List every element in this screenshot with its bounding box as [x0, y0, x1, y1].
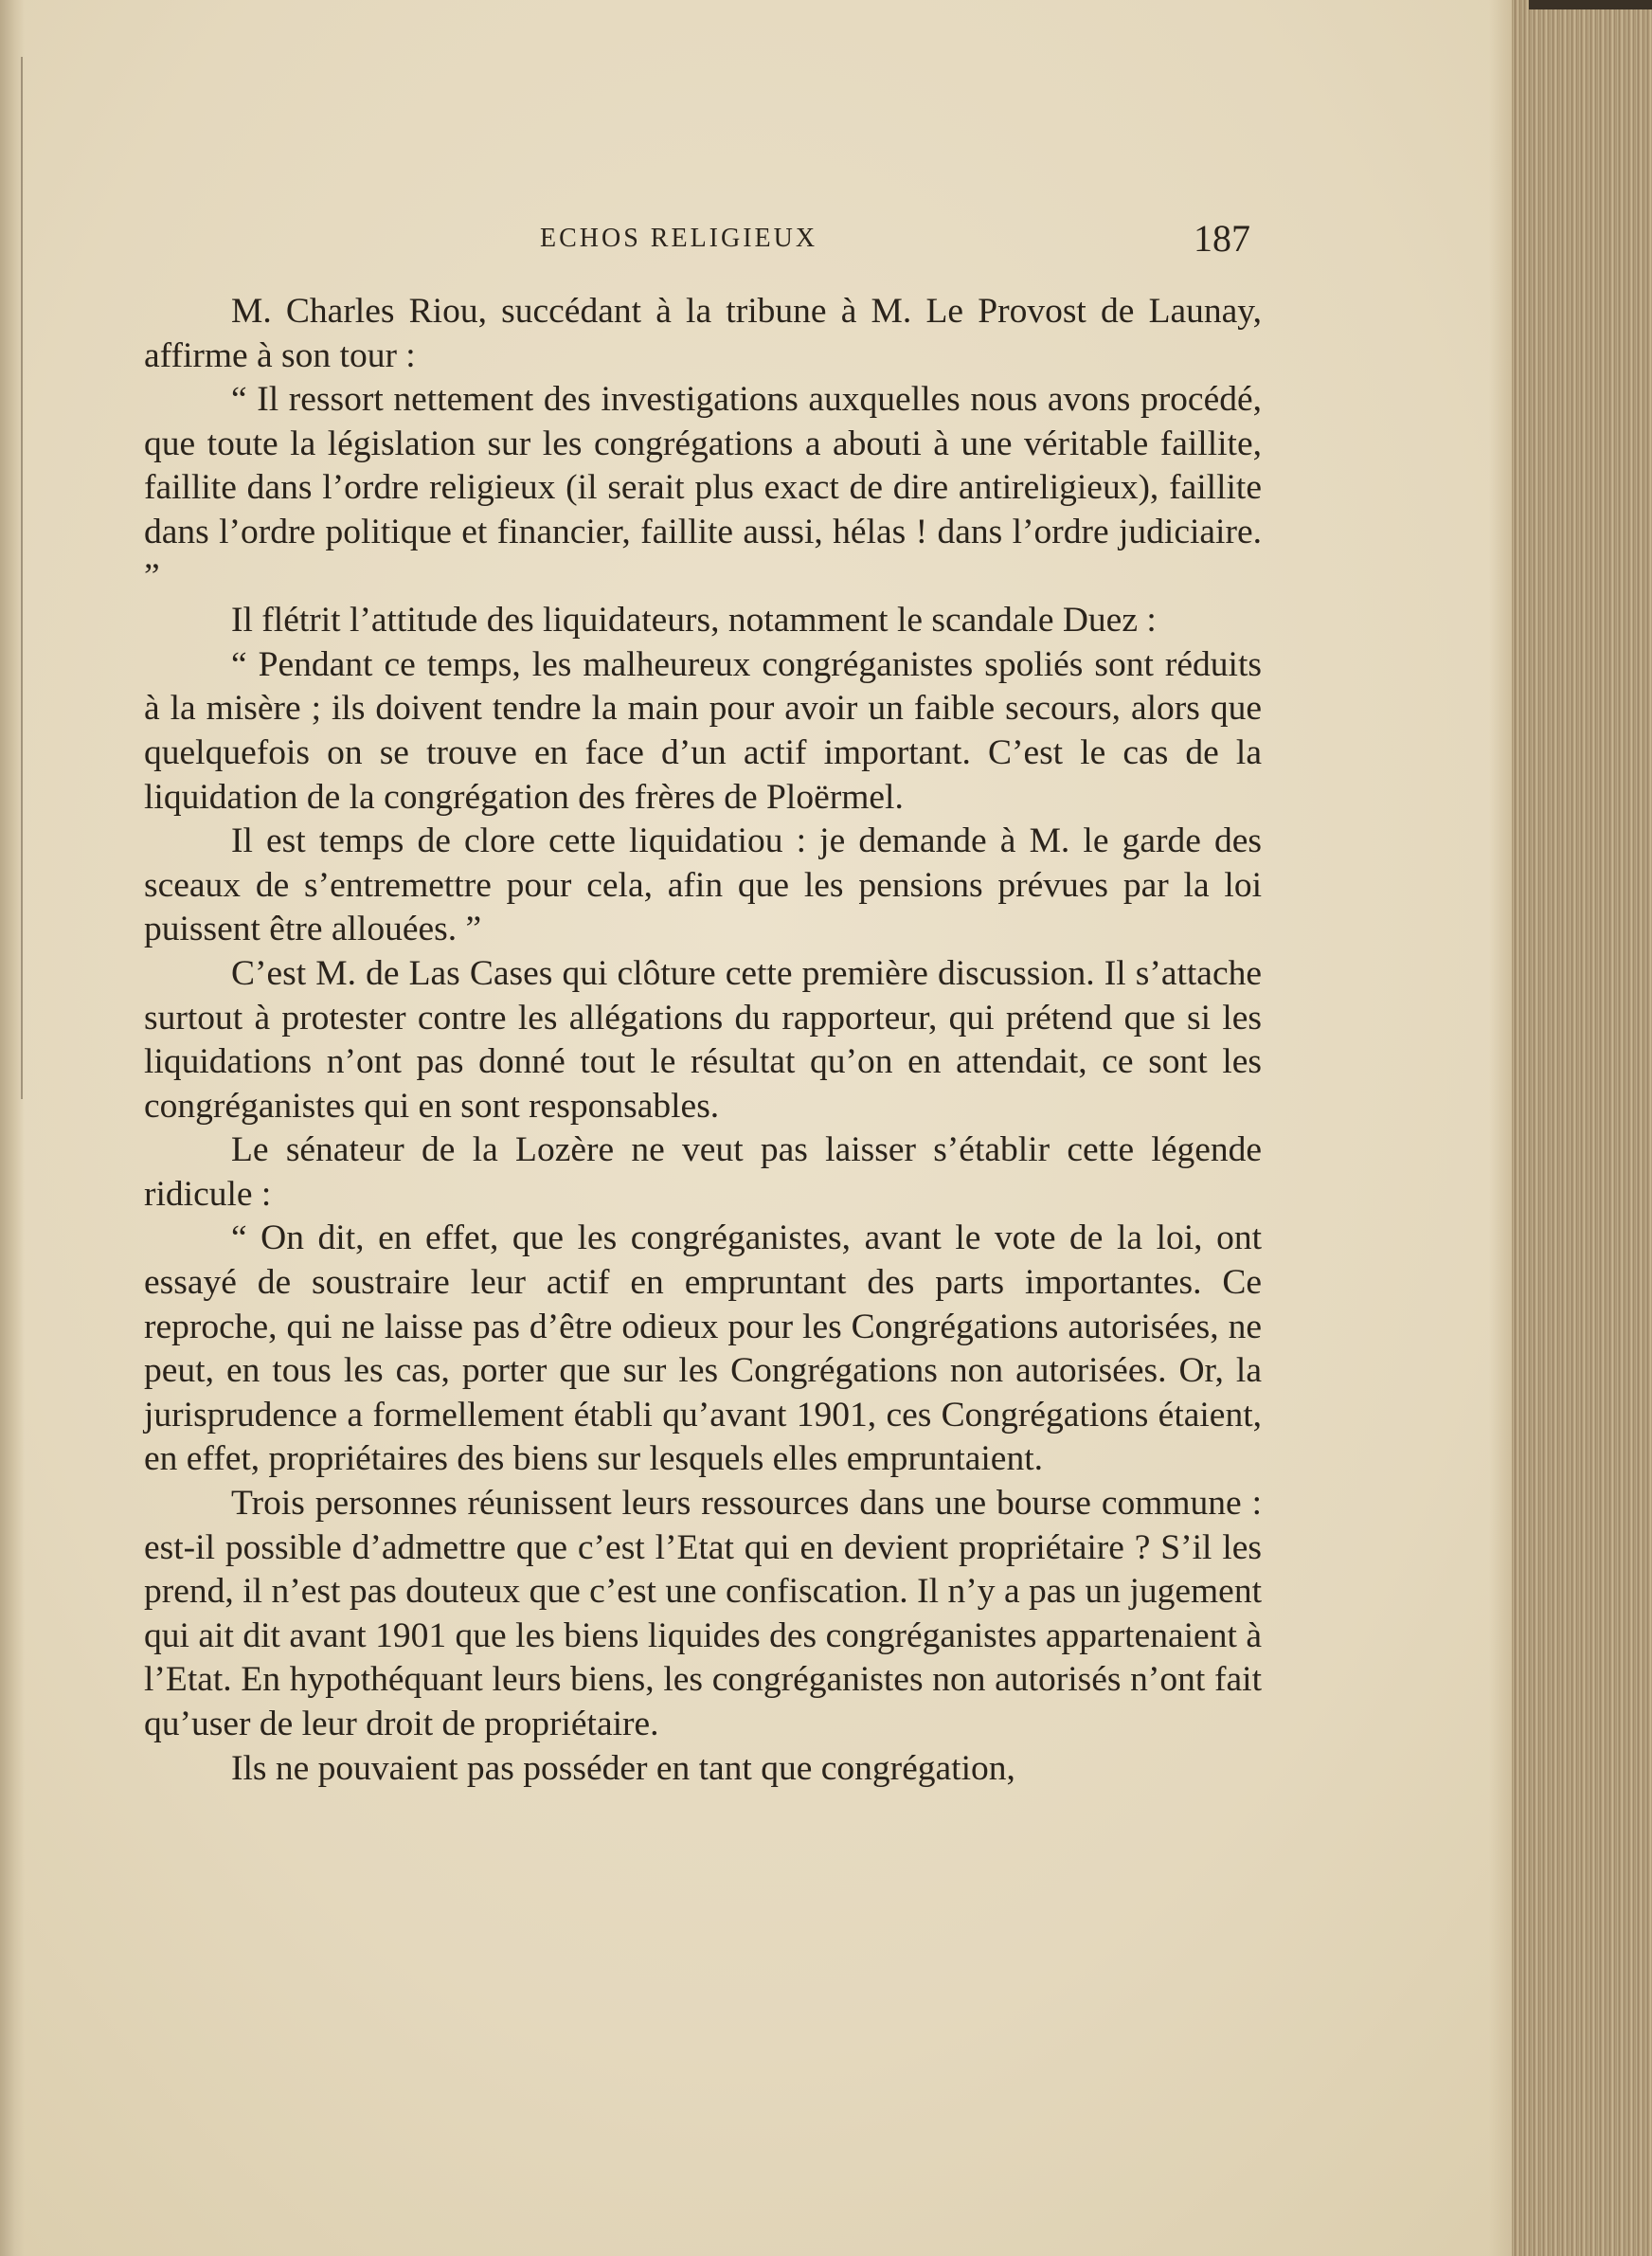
- body-text: [144, 290, 1262, 1791]
- paragraph: “ Pendant ce temps, les malheureux congréganistes spoliés sont réduits à la misère ; ils doivent tendre la main pour avoir un faible secours, alors que quelquefois on se trouve en face d’un actif important. C’est le cas de la liquidation de la congrégation des frères de Ploërmel.: [144, 644, 1262, 817]
- paragraph: Le sénateur de la Lozère ne veut pas laisser s’établir cette légende ridicule :: [144, 1130, 1262, 1214]
- paragraph: Trois personnes réunissent leurs ressources dans une bourse commune : est-il possible d’admettre que c’est l’Etat qui en devient propriétaire ? S’il les prend, il n’est pas douteux que c’est une confiscation. Il n’y a pas un jugement qui ait dit avant 1901 que les biens liquides des congréganistes appartenaient à l’Etat. En hypothéquant leurs biens, les congréganistes non autorisés n’ont fait qu’user de leur droit de propriétaire.: [144, 1484, 1262, 1743]
- paragraph: “ On dit, en effet, que les congréganistes, avant le vote de la loi, ont essayé de soustraire leur actif en empruntant des parts importantes. Ce reproche, qui ne laisse pas d’être odieux pour les Congrégations autorisées, ne peut, en tous les cas, porter que sur les Congrégations non autorisées. Or, la jurisprudence a formellement établi qu’avant 1901, ces Congrégations étaient, en effet, propriétaires des biens sur lesquels elles empruntaient.: [144, 1218, 1262, 1479]
- paragraph: Il est temps de clore cette liquidatiou : je demande à M. le garde des sceaux de s’entremettre pour cela, afin que les pensions prévues par la loi puissent être allouées. ”: [144, 821, 1262, 949]
- page-edge-shadow: [1489, 0, 1512, 2256]
- page-header: [142, 217, 1269, 277]
- paragraph: “ Il ressort nettement des investigations auxquelles nous avons procédé, que toute la législation sur les congrégations a abouti à une véritable faillite, faillite dans l’ordre religieux (il serait plus exact de dire antireligieux), faillite dans l’ordre politique et financier, faillite aussi, hélas ! dans l’ordre judiciaire. ”: [144, 380, 1262, 596]
- page-stack-edge: [1512, 0, 1652, 2256]
- scan-border: [1529, 0, 1652, 9]
- page-number: 187: [1194, 217, 1250, 260]
- binding-line: [21, 57, 23, 1099]
- paragraph: M. Charles Riou, succédant à la tribune à M. Le Provost de Launay, affirme à son tour :: [144, 292, 1262, 375]
- running-title: ECHOS RELIGIEUX: [540, 224, 818, 253]
- paragraph: C’est M. de Las Cases qui clôture cette première discussion. Il s’attache surtout à protester contre les allégations du rapporteur, qui prétend que si les liquidations n’ont pas donné tout le résultat qu’on en attendait, ce sont les congréganistes qui en sont responsables.: [144, 953, 1262, 1126]
- paragraph: Il flétrit l’attitude des liquidateurs, notamment le scandale Duez :: [231, 601, 1157, 641]
- paragraph: Ils ne pouvaient pas posséder en tant que congrégation,: [231, 1748, 1015, 1788]
